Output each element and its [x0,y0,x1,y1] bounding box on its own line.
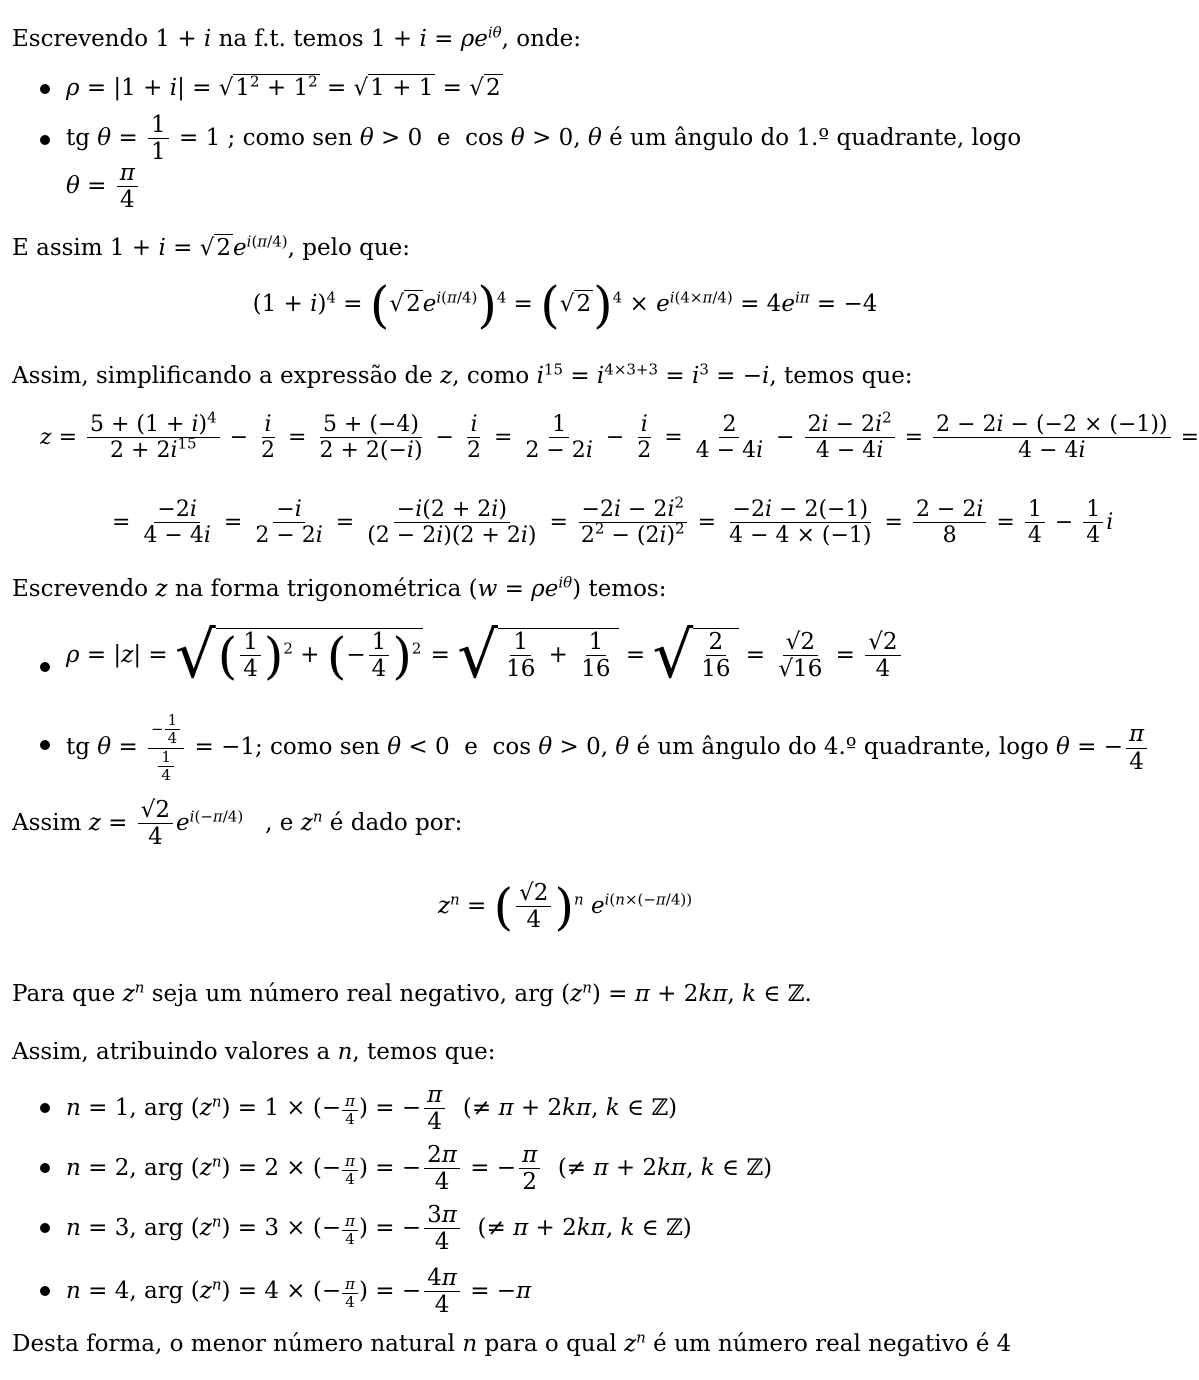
bullet [40,1223,50,1233]
zn-equation: $z^n$ = ( $\frac{√2}{4}$ )$^n$ $e^{i(n\times(-\pi/4))}$ [437,877,693,936]
tg-theta-line-2: tg θ = − $\frac{1}{4}$ $\frac{1}{4}$ = −1; como sen θ < 0 e cos θ > 0, θ é um ângulo do 4.º quadrante, logo θ = − $\frac{\pi}{4}$ [66,712,1150,784]
n-case-4: n = 4, arg $(z^n) = 4$ × (− $\frac{\pi}{4}$ ) = − $\frac{4\pi}{4}$ = −π [66,1265,532,1319]
trig-form-line: Escrevendo z na forma trigonométrica $(w = \rho e^{i\theta})$ temos: [12,573,667,602]
simplify-line: Assim, simplificando a expressão de z, como $i^{15} = i^{4\times 3+3} = i^3 = -i$, temos que: [12,360,913,389]
intro-line: Escrevendo 1 + i na f.t. temos $1 + i = \rho e^{i\theta}$, onde: [12,23,582,52]
bullet [40,1286,50,1296]
n-case-1: n = 1, arg $(z^n) = 1$ × (− $\frac{\pi}{4}$ ) = − $\frac{\pi}{4}$ (≠ π + 2kπ, k ∈ ℤ) [66,1082,678,1136]
attribution-line: Assim, atribuindo valores a n, temos que: [12,1039,496,1065]
assim-line-1: E assim $1 + i = √2e^{i(\pi/4)}$, pelo que: [12,232,410,261]
tg-theta-line-1: tg θ = $\frac{1}{1}$ = 1 ; como sen θ > 0 e cos θ > 0, θ é um ângulo do 1.º quadrante, logo [66,112,1022,166]
theta-value-1: θ = $\frac{\pi}{4}$ [66,160,141,214]
assim-line-2: Assim z = $\frac{√2}{4}$ $e^{i(-\pi/4)}$ , e $z^n$ é dado por: [12,797,463,851]
bullet [40,740,50,750]
bullet [40,135,50,145]
bullet [40,662,50,672]
rho-z-line: ρ = |z| = √( $\frac{1}{4}$ )$^2$ + (− $\frac{1}{4}$ )$^2$ = √ $\frac{1}{16}$ + $\frac{1}{16}$ = √ $\frac{2}{16}$ = $\frac{√2}{√16}$ = $\frac{√2}{4}$ [66,628,904,683]
z-equation-line-2: = $\frac{-2i}{4 - 4i}$ = $\frac{-i}{2 - 2i}$ = $\frac{-i(2 + 2i)}{(2 - 2i)(2 + 2i)}$ = $\frac{-2i - 2i^2}{2^2 - (2i)^2}$ = $\frac{-2i - 2(-1)}{4 - 4 \times (-1)}$ = $\frac{2 - 2i}{8}$ = $\frac{1}{4}$ − $\frac{1}{4}$ i [112,493,1114,549]
z-equation-line-1: z = $\frac{5 + (1 + i)^4}{2 + 2i^{15}}$ − $\frac{i}{2}$ = $\frac{5 + (-4)}{2 + 2(-i)}$ − $\frac{i}{2}$ = $\frac{1}{2 - 2i}$ − $\frac{i}{2}$ = $\frac{2}{4 - 4i}$ − $\frac{2i - 2i^2}{4 - 4i}$ = $\frac{2 - 2i - (-2 \times (-1))}{4 - 4i}$ = [40,408,1199,464]
bullet [40,1163,50,1173]
n-case-2: n = 2, arg $(z^n) = 2$ × (− $\frac{\pi}{4}$ ) = − $\frac{2\pi}{4}$ = − $\frac{\pi}{2}$ (≠ π + 2kπ, k ∈ ℤ) [66,1142,773,1196]
rho-modulus-line: $\rho = |1 + i| = √1^2 + 1^2 = √1 + 1 = √2$ [66,72,501,101]
bullet [40,1103,50,1113]
bullet [40,84,50,94]
power-four-equation: $(1 + i)^4 = (√2e^{i(\pi/4)})^4 = (√2)^4 \times e^{i(4\times\pi/4)} = 4e^{i\pi} = -4$ [252,276,878,334]
condition-line: Para que $z^n$ seja um número real negativo, arg $(z^n) = \pi + 2k\pi$, k ∈ ℤ. [12,978,812,1007]
conclusion-line: Desta forma, o menor número natural n para o qual $z^n$ é um número real negativo é 4 [12,1328,1012,1357]
n-case-3: n = 3, arg $(z^n) = 3$ × (− $\frac{\pi}{4}$ ) = − $\frac{3\pi}{4}$ (≠ π + 2kπ, k ∈ ℤ) [66,1202,692,1256]
